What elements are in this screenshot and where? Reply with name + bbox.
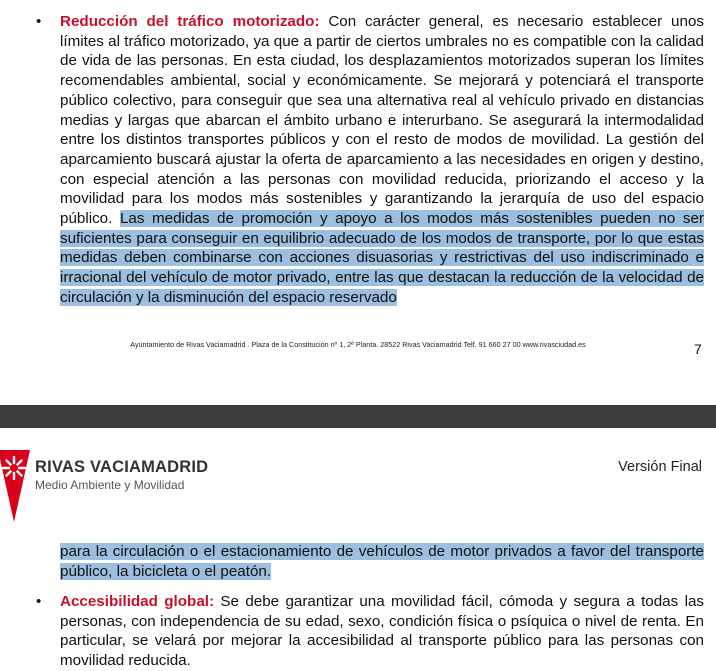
term-traffic-reduction: Reducción del tráfico motorizado:	[60, 13, 320, 30]
version-label: Versión Final	[618, 459, 702, 475]
logo-title: RIVAS VACIAMADRID	[35, 458, 209, 476]
bullet-point: •	[36, 593, 42, 610]
rivas-logo-icon	[0, 450, 30, 522]
paragraph-global-accessibility	[60, 592, 704, 671]
paragraph-continuation	[60, 542, 704, 581]
page-number: 7	[694, 341, 702, 357]
logo-subtitle: Medio Ambiente y Movilidad	[35, 478, 185, 492]
bullet-point: •	[36, 13, 42, 30]
highlighted-text: para la circulación o el estacionamiento de vehículos de motor privados a favor del transporte público, la bicicleta o el peatón.	[60, 543, 704, 580]
paragraph-body: Se debe garantizar una movilidad fácil, cómoda y segura a todas las personas, con independencia de su edad, sexo, condición física o psíquica o nivel de renta. En particular, se velará por mejorar la accesibilidad al transporte público para las personas con movilidad reducida.	[60, 593, 704, 670]
page-separator	[0, 405, 716, 428]
page-footer: Ayuntamiento de Rivas Vaciamadrid . Plaza de la Constitución nº 1, 2ª Planta. 28522 Rivas Vaciamadrid Telf. 91 660 27 00 www.rivasciudad.es	[130, 340, 586, 349]
document-page-8	[0, 428, 716, 670]
paragraph-body: Con carácter general, es necesario establecer unos límites al tráfico motorizado, ya que a partir de ciertos umbrales no es compatible con la calidad de vida de las personas. En esta ciudad, los desplazamientos motorizados superan los límites recomendables ambiental, social y económicamente. Se mejorará y potenciará el transporte público colectivo, para conseguir que sea una alternativa real al vehículo privado en distancias medias y largas que abarcan el ámbito urbano e interurbano. Se asegurará la intermodalidad entre los distintos transportes públicos y con el resto de modos de movilidad. La gestión del aparcamiento buscará ajustar la oferta de aparcamiento a las necesidades en origen y destino, con especial atención a las personas con movilidad reducida, priorizando el acceso y la movilidad para los modos más sostenibles y garantizando la jerarquía de uso del espacio público.	[60, 13, 704, 228]
paragraph-traffic-reduction	[60, 12, 704, 308]
term-global-accessibility: Accesibilidad global:	[60, 593, 215, 610]
highlighted-text: Las medidas de promoción y apoyo a los modos más sostenibles pueden no ser suficientes para conseguir en equilibrio adecuado de los modos de transporte, por lo que estas medidas deben combinarse con acciones disuasorias y restrictivas del uso indiscriminado e irracional del vehículo de motor privado, entre las que destacan la reducción de la velocidad de circulación y la disminución del espacio reservado	[60, 210, 704, 306]
